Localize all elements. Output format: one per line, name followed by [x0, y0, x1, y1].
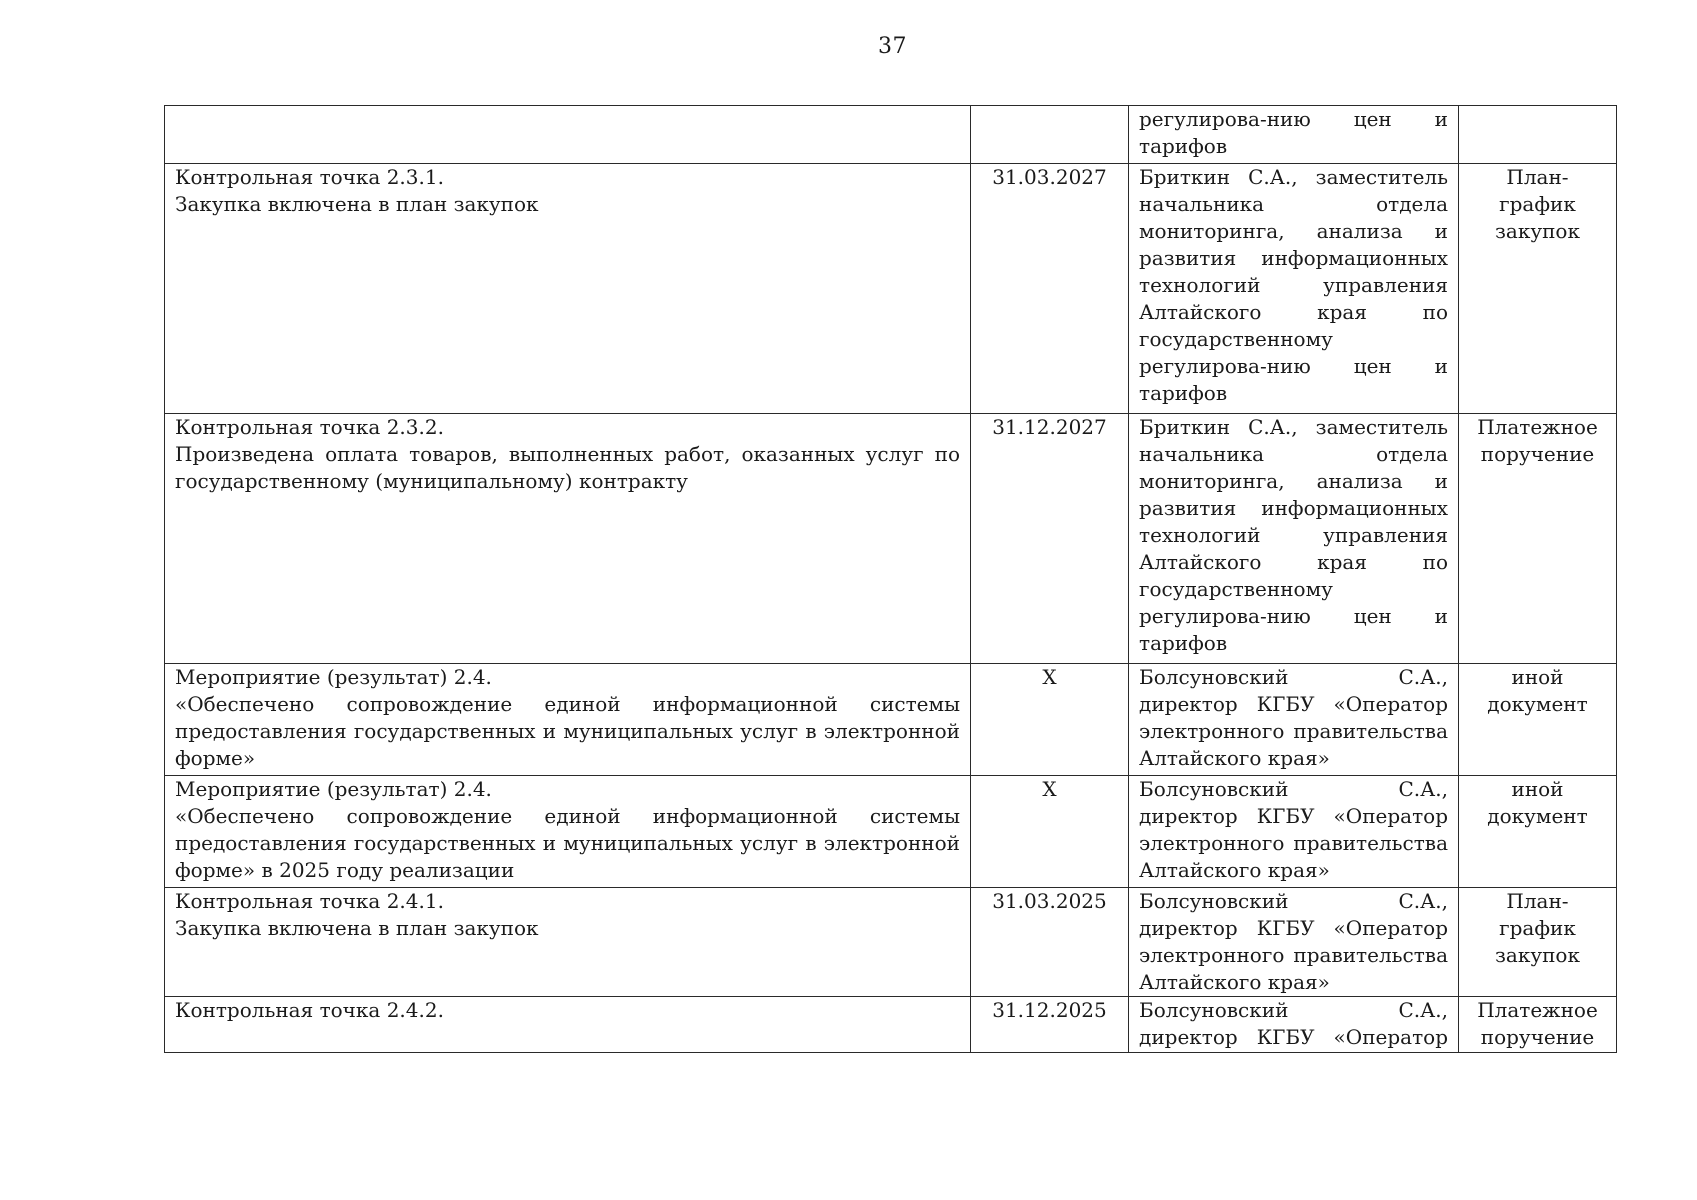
deadline-cell: 31.03.2027	[971, 164, 1129, 414]
measure-cell	[165, 414, 971, 664]
measure-cell	[165, 164, 971, 414]
document-type-cell	[1459, 106, 1617, 164]
document-type-cell: Платежное поручение	[1459, 997, 1617, 1053]
table-row	[165, 106, 1617, 164]
measure-title: Контрольная точка 2.4.1.	[175, 889, 444, 913]
page-number: 37	[878, 34, 907, 59]
table-row	[165, 414, 1617, 664]
measure-title: Контрольная точка 2.4.2.	[175, 998, 444, 1022]
table-row	[165, 776, 1617, 888]
document-type-cell: иной документ	[1459, 776, 1617, 888]
deadline-cell	[971, 106, 1129, 164]
document-type-cell: План-график закупок	[1459, 888, 1617, 997]
measure-title: Контрольная точка 2.3.2.	[175, 415, 444, 439]
measure-description: Закупка включена в план закупок	[175, 192, 539, 216]
measure-title: Контрольная точка 2.3.1.	[175, 165, 444, 189]
measure-cell	[165, 997, 971, 1053]
responsible-cell: Бриткин С.А., заместитель начальника отдела мониторинга, анализа и развития информационных технологий управления Алтайского края по государственному регулирова-нию цен и тарифов	[1129, 164, 1459, 414]
responsible-cell: Болсуновский С.А., директор КГБУ «Оператор электронного правительства Алтайского края»	[1129, 888, 1459, 997]
responsible-cell: регулирова-нию цен и тарифов	[1129, 106, 1459, 164]
responsible-cell: Болсуновский С.А., директор КГБУ «Оператор электронного правительства Алтайского края»	[1129, 776, 1459, 888]
responsible-cell: Болсуновский С.А., директор КГБУ «Оператор	[1129, 997, 1459, 1053]
measures-table	[164, 105, 1617, 1053]
measure-cell	[165, 888, 971, 997]
deadline-cell: X	[971, 776, 1129, 888]
table-row	[165, 664, 1617, 776]
measure-description: Закупка включена в план закупок	[175, 916, 539, 940]
measure-cell	[165, 664, 971, 776]
deadline-cell: X	[971, 664, 1129, 776]
document-type-cell: Платежное поручение	[1459, 414, 1617, 664]
table-row	[165, 997, 1617, 1053]
measure-description: Произведена оплата товаров, выполненных работ, оказанных услуг по государственному (муниципальному) контракту	[175, 442, 960, 493]
measure-description: «Обеспечено сопровождение единой информационной системы предоставления государственных и муниципальных услуг в электронной форме» в 2025 году реализации	[175, 804, 960, 882]
table-row	[165, 888, 1617, 997]
measure-title: Мероприятие (результат) 2.4.	[175, 665, 492, 689]
deadline-cell: 31.03.2025	[971, 888, 1129, 997]
document-type-cell: План-график закупок	[1459, 164, 1617, 414]
responsible-cell: Бриткин С.А., заместитель начальника отдела мониторинга, анализа и развития информационных технологий управления Алтайского края по государственному регулирова-нию цен и тарифов	[1129, 414, 1459, 664]
deadline-cell: 31.12.2027	[971, 414, 1129, 664]
document-type-cell: иной документ	[1459, 664, 1617, 776]
measure-title: Мероприятие (результат) 2.4.	[175, 777, 492, 801]
measure-cell	[165, 106, 971, 164]
table-row	[165, 164, 1617, 414]
deadline-cell: 31.12.2025	[971, 997, 1129, 1053]
measure-cell	[165, 776, 971, 888]
responsible-cell: Болсуновский С.А., директор КГБУ «Оператор электронного правительства Алтайского края»	[1129, 664, 1459, 776]
measure-description: «Обеспечено сопровождение единой информационной системы предоставления государственных и муниципальных услуг в электронной форме»	[175, 692, 960, 770]
